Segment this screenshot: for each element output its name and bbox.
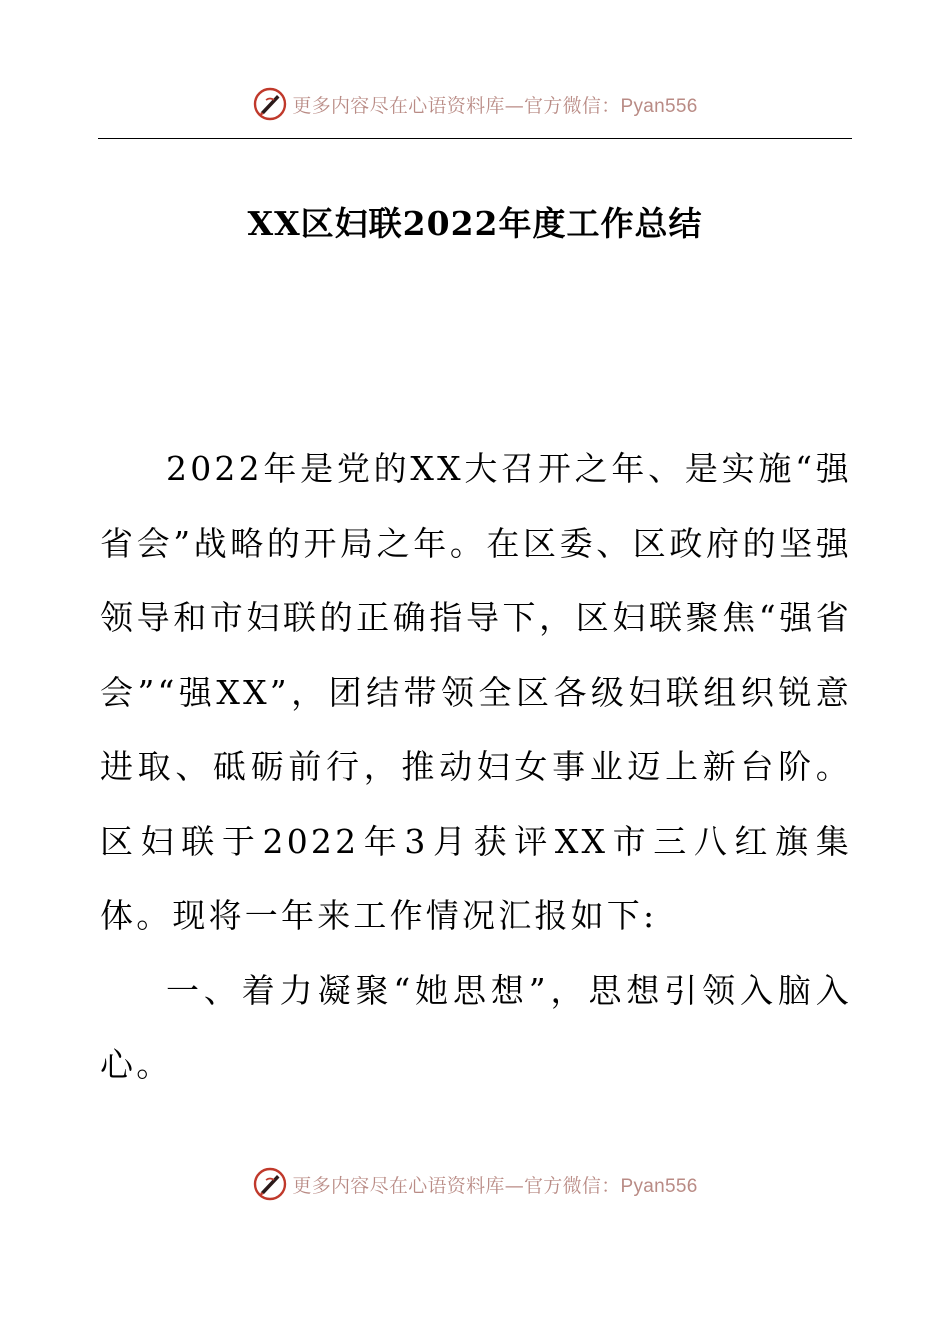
wechat-id: Pyan556 (620, 1175, 698, 1197)
watermark-label: 更多内容尽在心语资料库—官方微信： (292, 94, 621, 117)
footer-watermark (0, 1162, 950, 1206)
pen-nib-circle-icon (252, 1166, 288, 1202)
header-divider (98, 138, 852, 139)
header-watermark (0, 82, 950, 126)
paragraph: 2022年是党的XX大召开之年、是实施“强省会”战略的开局之年。在区委、区政府的坚强领导和市妇联的正确指导下，区妇联聚焦“强省会”“强XX”，团结带领全区各级妇联组织锐意进取、砥砺前行，推动妇女事业迈上新台阶。区妇联于2022年3月获评XX市三八红旗集体。现将一年来工作情况汇报如下: (100, 449, 852, 935)
watermark-label: 更多内容尽在心语资料库—官方微信： (292, 1174, 621, 1197)
document-body (100, 432, 852, 1103)
document-title: XX区妇联2022年度工作总结 (247, 204, 703, 243)
section-heading: 一、着力凝聚“她思想”，思想引领入脑入心。 (100, 970, 852, 1084)
watermark-text (292, 1171, 697, 1198)
watermark-text (292, 91, 697, 118)
pen-nib-circle-icon (252, 86, 288, 122)
wechat-id: Pyan556 (620, 95, 698, 117)
